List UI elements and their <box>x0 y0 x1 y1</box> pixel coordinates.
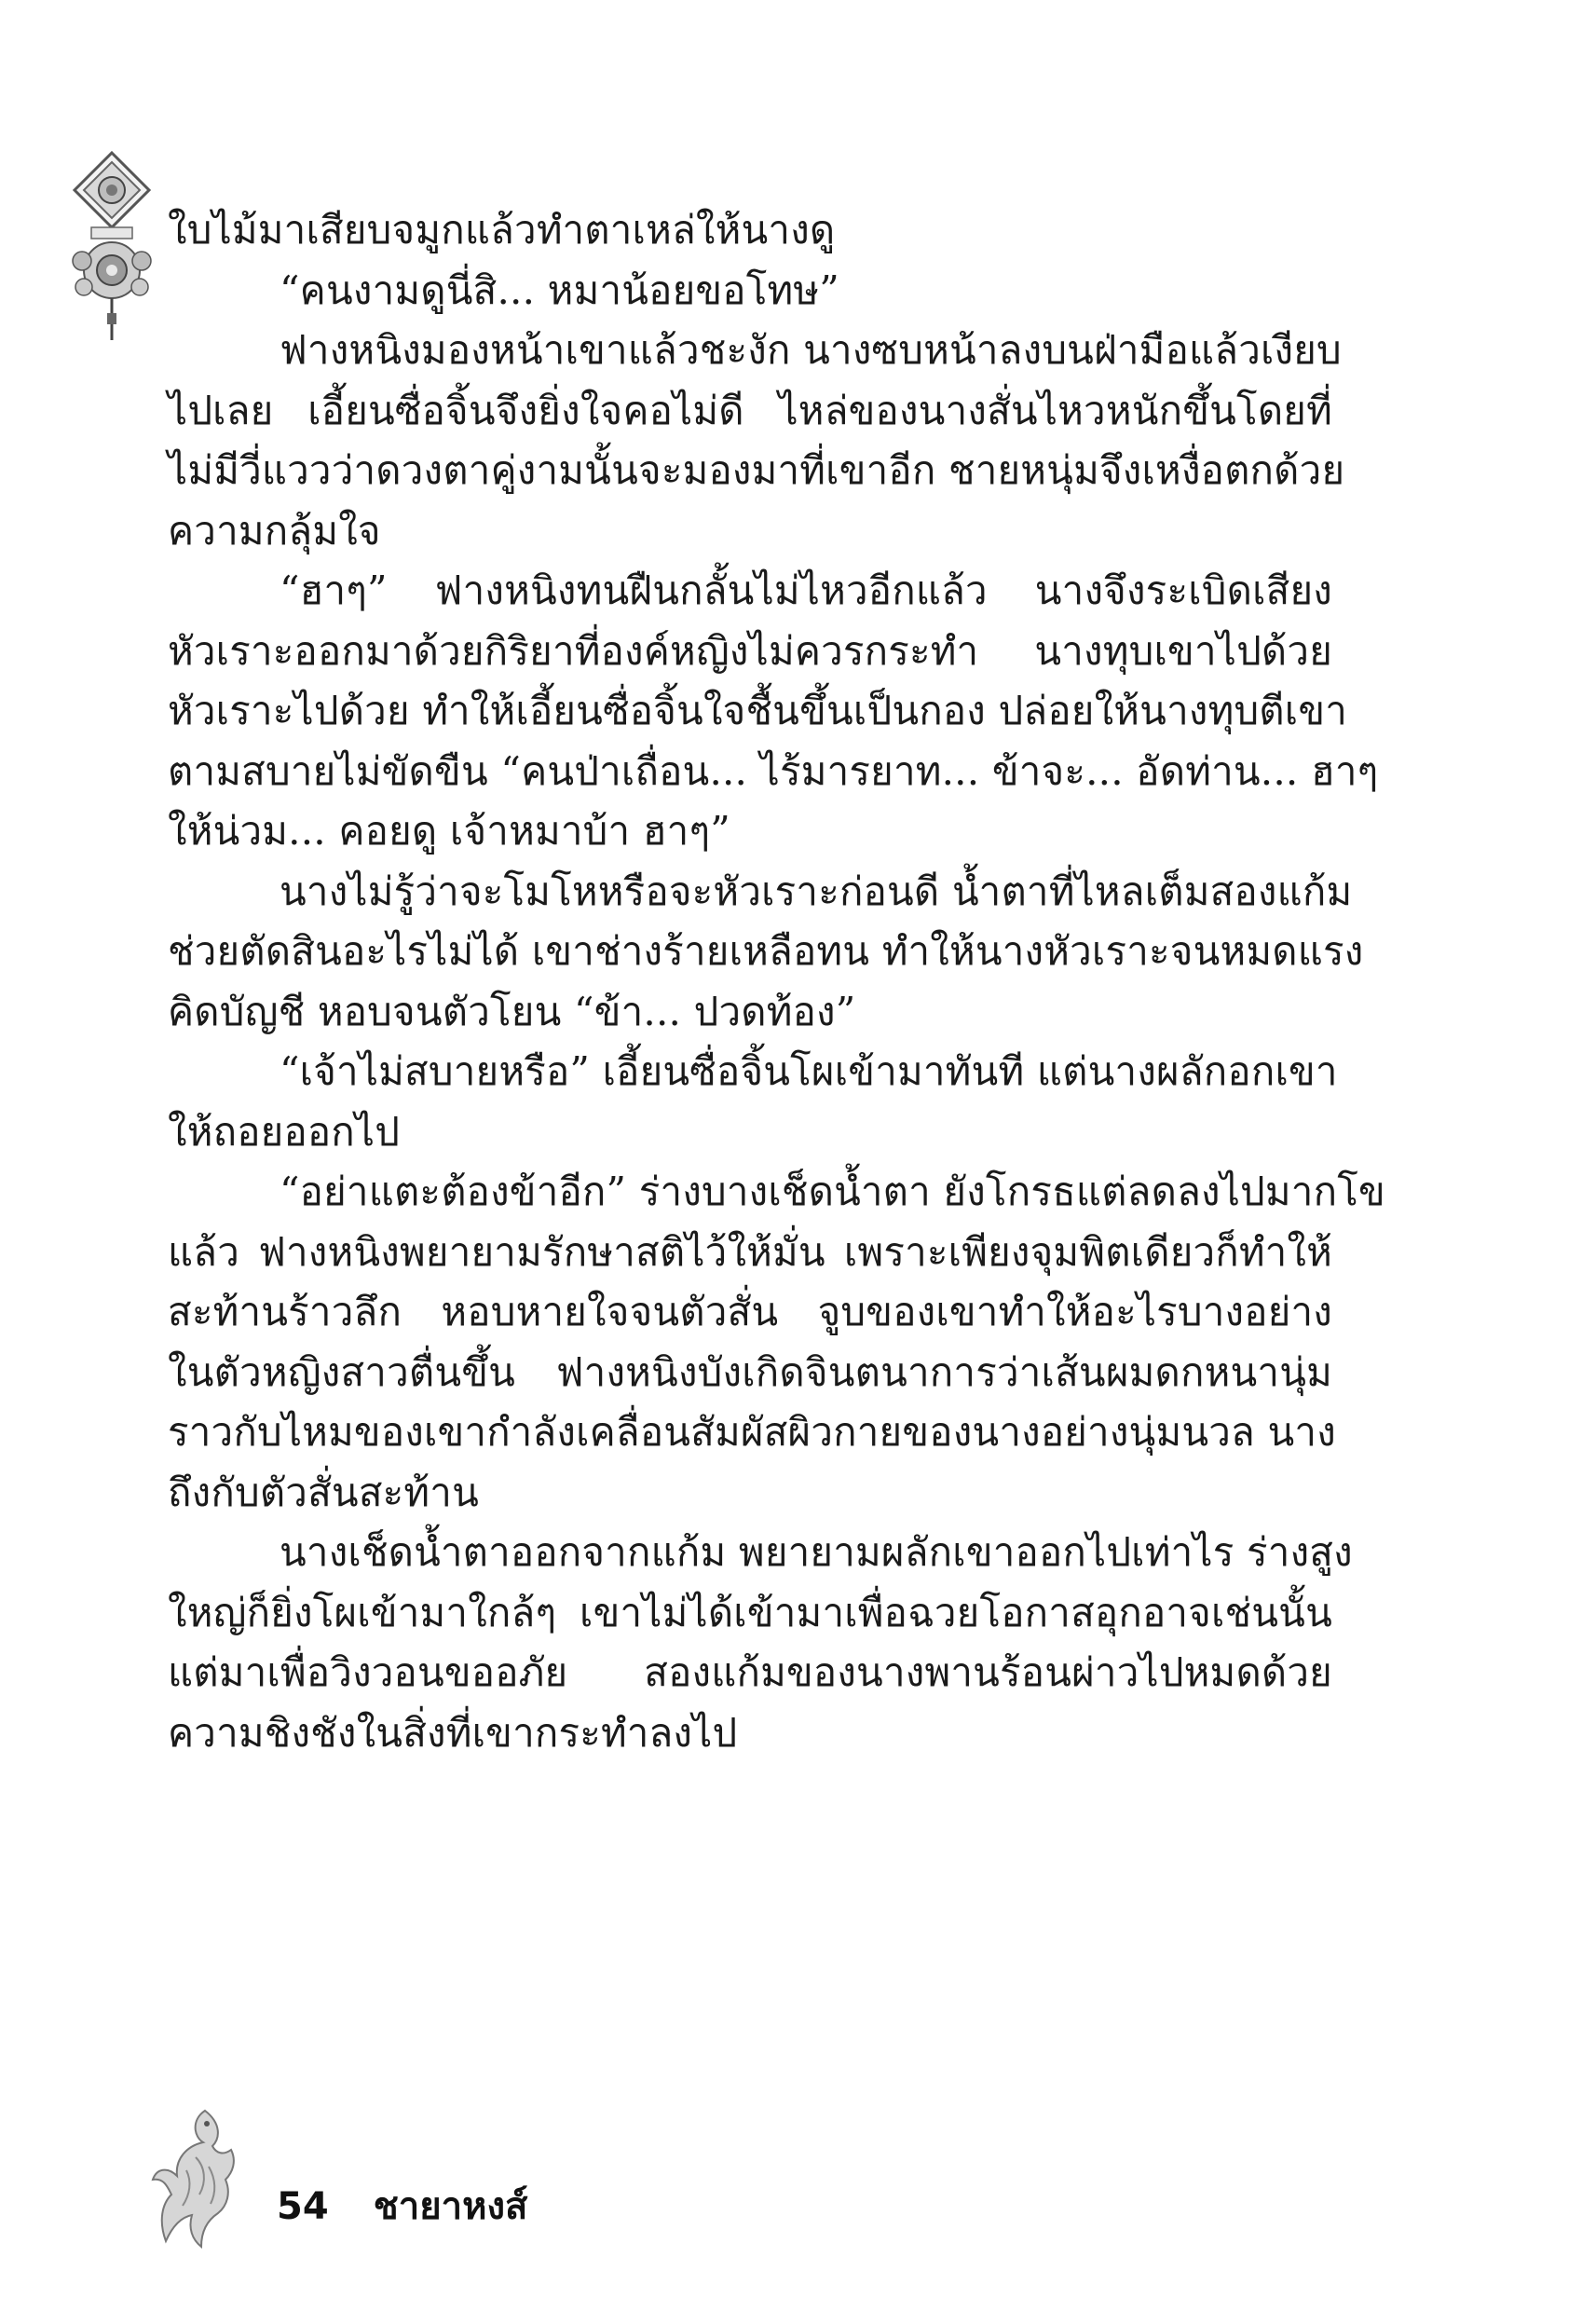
text-line: ให้ถอยออกไป <box>168 1108 401 1155</box>
text-line: หัวเราะไปด้วย ทำให้เอี้ยนซื่อจิ้นใจชื้นขึ้นเป็นกอง ปล่อยให้นางทุบตีเขา <box>168 688 1348 733</box>
text-line: “อย่าแตะต้องข้าอีก” ร่างบางเช็ดน้ำตา ยังโกรธแต่ลดลงไปมากโข <box>280 1169 1385 1214</box>
text-line: ไม่มีวี่แววว่าดวงตาคู่งามนั้นจะมองมาที่เขาอีก ชายหนุ่มจึงเหงื่อตกด้วย <box>168 447 1345 493</box>
text-line: ตามสบายไม่ขัดขืน “คนป่าเถื่อน... ไร้มารยาท... ข้าจะ... อัดท่าน... ฮาๆ <box>168 747 1379 794</box>
text-line: นางไม่รู้ว่าจะโมโหหรือจะหัวเราะก่อนดี น้ำตาที่ไหลเต็มสองแก้ม <box>280 868 1353 914</box>
text-line: สะท้านร้าวลึก หอบหายใจจนตัวสั่น จูบของเขาทำให้อะไรบางอย่าง <box>168 1289 1332 1334</box>
page-footer <box>277 2176 527 2236</box>
text-line: ราวกับไหมของเขากำลังเคลื่อนสัมผัสผิวกายของนางอย่างนุ่มนวล นาง <box>168 1409 1336 1455</box>
body-text <box>168 200 1385 1763</box>
phoenix-icon <box>140 2101 242 2250</box>
ornament-icon <box>56 149 168 345</box>
text-line: “คนงามดูนี่สิ... หมาน้อยขอโทษ” <box>280 267 839 313</box>
text-line: ความชิงชังในสิ่งที่เขากระทำลงไป <box>168 1709 738 1756</box>
text-line: ใบไม้มาเสียบจมูกแล้วทำตาเหล่ให้นางดู <box>168 207 836 253</box>
text-line: นางเช็ดน้ำตาออกจากแก้ม พยายามผลักเขาออกไปเท่าไร ร่างสูง <box>280 1529 1353 1575</box>
text-line: หัวเราะออกมาด้วยกิริยาที่องค์หญิงไม่ควรกระทำ นางทุบเขาไปด้วย <box>168 627 1332 674</box>
text-line: ถึงกับตัวสั่นสะท้าน <box>168 1469 480 1515</box>
text-line: ไปเลย เอี้ยนซื่อจิ้นจึงยิ่งใจคอไม่ดี ไหล่ของนางสั่นไหวหนักขึ้นโดยที่ <box>168 387 1332 433</box>
text-line: ช่วยตัดสินอะไรไม่ได้ เขาช่างร้ายเหลือทน ทำให้นางหัวเราะจนหมดแรง <box>168 928 1364 974</box>
text-line: ให้น่วม... คอยดู เจ้าหมาบ้า ฮาๆ” <box>168 808 730 854</box>
text-line: “เจ้าไม่สบายหรือ” เอี้ยนซื่อจิ้นโผเข้ามาทันที แต่นางผลักอกเขา <box>280 1048 1338 1094</box>
book-title: ชายาหงส์ <box>373 2185 528 2228</box>
text-line: ในตัวหญิงสาวตื่นขึ้น ฟางหนิงบังเกิดจินตนาการว่าเส้นผมดกหนานุ่ม <box>168 1348 1332 1395</box>
text-line: แต่มาเพื่อวิงวอนขออภัย สองแก้มของนางพานร้อนผ่าวไปหมดด้วย <box>168 1649 1332 1695</box>
text-line: ความกลุ้มใจ <box>168 507 381 554</box>
page-number: 54 <box>277 2185 329 2228</box>
text-line: ใหญ่ก็ยิ่งโผเข้ามาใกล้ๆ เขาไม่ได้เข้ามาเพื่อฉวยโอกาสอุกอาจเช่นนั้น <box>168 1589 1332 1635</box>
text-line: แล้ว ฟางหนิงพยายามรักษาสติไว้ให้มั่น เพราะเพียงจุมพิตเดียวก็ทำให้ <box>168 1228 1332 1275</box>
text-line: “ฮาๆ” ฟางหนิงทนฝืนกลั้นไม่ไหวอีกแล้ว นางจึงระเบิดเสียง <box>280 567 1332 613</box>
text-line: ฟางหนิงมองหน้าเขาแล้วชะงัก นางซบหน้าลงบนฝ่ามือแล้วเงียบ <box>280 327 1342 373</box>
text-line: คิดบัญชี หอบจนตัวโยน “ข้า... ปวดท้อง” <box>168 988 856 1034</box>
